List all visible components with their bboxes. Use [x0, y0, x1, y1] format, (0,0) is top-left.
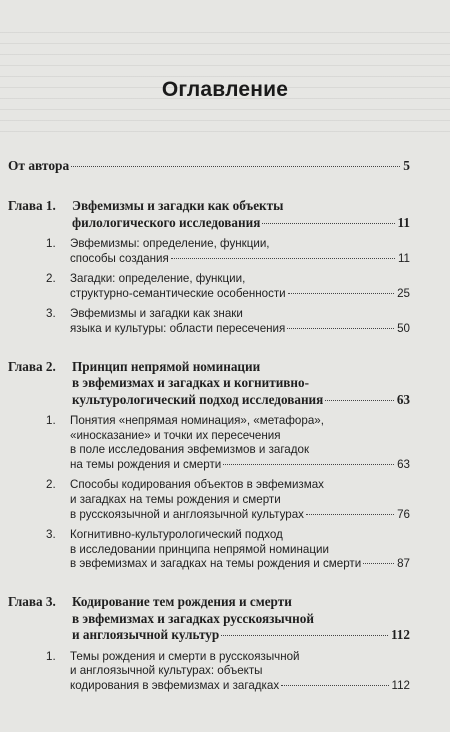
section-number: 1.: [46, 649, 56, 663]
section-title-line: Когнитивно-культурологический подход: [70, 528, 283, 542]
page-title: Оглавление: [161, 78, 289, 101]
toc-section-2-3[interactable]: [46, 528, 410, 572]
section-title-line: в русскоязычной и англоязычной культурах: [70, 507, 304, 521]
toc-chapter-1[interactable]: [8, 198, 410, 231]
chapter-title-line: Кодирование тем рождения и смерти: [72, 594, 292, 609]
section-number: 2.: [46, 478, 56, 492]
leader-dots: [221, 635, 388, 636]
leader-dots: [71, 166, 400, 167]
chapter-title-line: Принцип непрямой номинации: [72, 358, 261, 374]
toc-entry-title: От автора: [8, 158, 70, 173]
chapter-label: Глава 2.: [8, 358, 56, 374]
section-number: 1.: [46, 237, 56, 250]
toc-page-number: 5: [403, 158, 410, 173]
toc-page-number: 63: [396, 391, 410, 407]
section-title-line: «иносказание» и точки их пересечения: [70, 428, 281, 442]
section-title-line: Способы кодирования объектов в эвфемизмах: [70, 478, 324, 492]
toc-section-1-3[interactable]: [46, 307, 410, 336]
leader-dots: [287, 328, 394, 329]
section-title-line: в поле исследования эвфемизмов и загадок: [70, 443, 310, 457]
leader-dots: [306, 514, 394, 515]
section-number: 3.: [46, 307, 56, 321]
table-of-contents: [8, 158, 410, 693]
section-title-line: языка и культуры: области пересечения: [70, 321, 286, 335]
leader-dots: [288, 293, 394, 294]
section-number: 2.: [46, 272, 56, 286]
section-title-line: Эвфемизмы: определение, функции,: [70, 237, 270, 250]
toc-page-number: 11: [397, 251, 410, 265]
toc-section-2-1[interactable]: [46, 414, 410, 472]
toc-page-number: 76: [397, 507, 410, 521]
toc-page-number: 87: [397, 557, 410, 571]
section-title-line: кодирования в эвфемизмах и загадках: [70, 678, 280, 692]
leader-dots: [363, 563, 394, 564]
toc-entry-author[interactable]: [8, 158, 410, 174]
toc-page-number: 11: [397, 214, 410, 230]
toc-page-number: 112: [391, 678, 410, 692]
toc-section-1-2[interactable]: [46, 272, 410, 301]
section-title-line: на темы рождения и смерти: [70, 457, 222, 471]
section-title-line: способы создания: [70, 251, 169, 265]
toc-page-number: 63: [397, 457, 410, 471]
section-title-line: в эвфемизмах и загадках на темы рождения и смерти: [70, 557, 362, 571]
chapter-title-line: в эвфемизмах и загадках и когнитивно-: [72, 375, 310, 391]
toc-chapter-2[interactable]: [8, 359, 410, 409]
leader-dots: [171, 258, 395, 259]
toc-page-number: 112: [390, 627, 410, 642]
section-title-line: Понятия «непрямая номинация», «метафора»,: [70, 414, 324, 428]
leader-dots: [281, 685, 388, 686]
chapter-title-line: культурологический подход исследования: [72, 391, 324, 407]
toc-chapter-3[interactable]: [8, 594, 410, 644]
chapter-label: Глава 3.: [8, 594, 56, 609]
toc-page-number: 50: [397, 321, 410, 335]
section-number: 1.: [46, 414, 56, 428]
chapter-title-line: Эвфемизмы и загадки как объекты: [72, 198, 284, 213]
toc-section-2-2[interactable]: [46, 478, 410, 522]
section-title-line: Загадки: определение, функции,: [70, 272, 246, 286]
section-number: 3.: [46, 528, 56, 542]
toc-section-1-1[interactable]: [46, 237, 410, 266]
toc-section-3-1[interactable]: [46, 650, 410, 694]
chapter-title-line: в эвфемизмах и загадках русскоязычной: [72, 610, 314, 626]
section-title-line: Эвфемизмы и загадки как знаки: [70, 307, 243, 321]
chapter-label: Глава 1.: [8, 198, 56, 213]
section-title-line: в исследовании принципа непрямой номинации: [70, 542, 329, 556]
leader-dots: [223, 464, 394, 465]
toc-page-number: 25: [397, 286, 410, 300]
section-title-line: и загадках на темы рождения и смерти: [70, 493, 281, 507]
chapter-title-line: и англоязычной культур: [72, 627, 220, 642]
section-title-line: структурно-семантические особенности: [70, 286, 286, 300]
section-title-line: и англоязычной культурах: объекты: [70, 664, 263, 678]
chapter-title-line: филологического исследования: [72, 214, 261, 230]
leader-dots: [262, 223, 394, 224]
section-title-line: Темы рождения и смерти в русскоязычной: [70, 649, 300, 663]
leader-dots: [325, 400, 394, 401]
